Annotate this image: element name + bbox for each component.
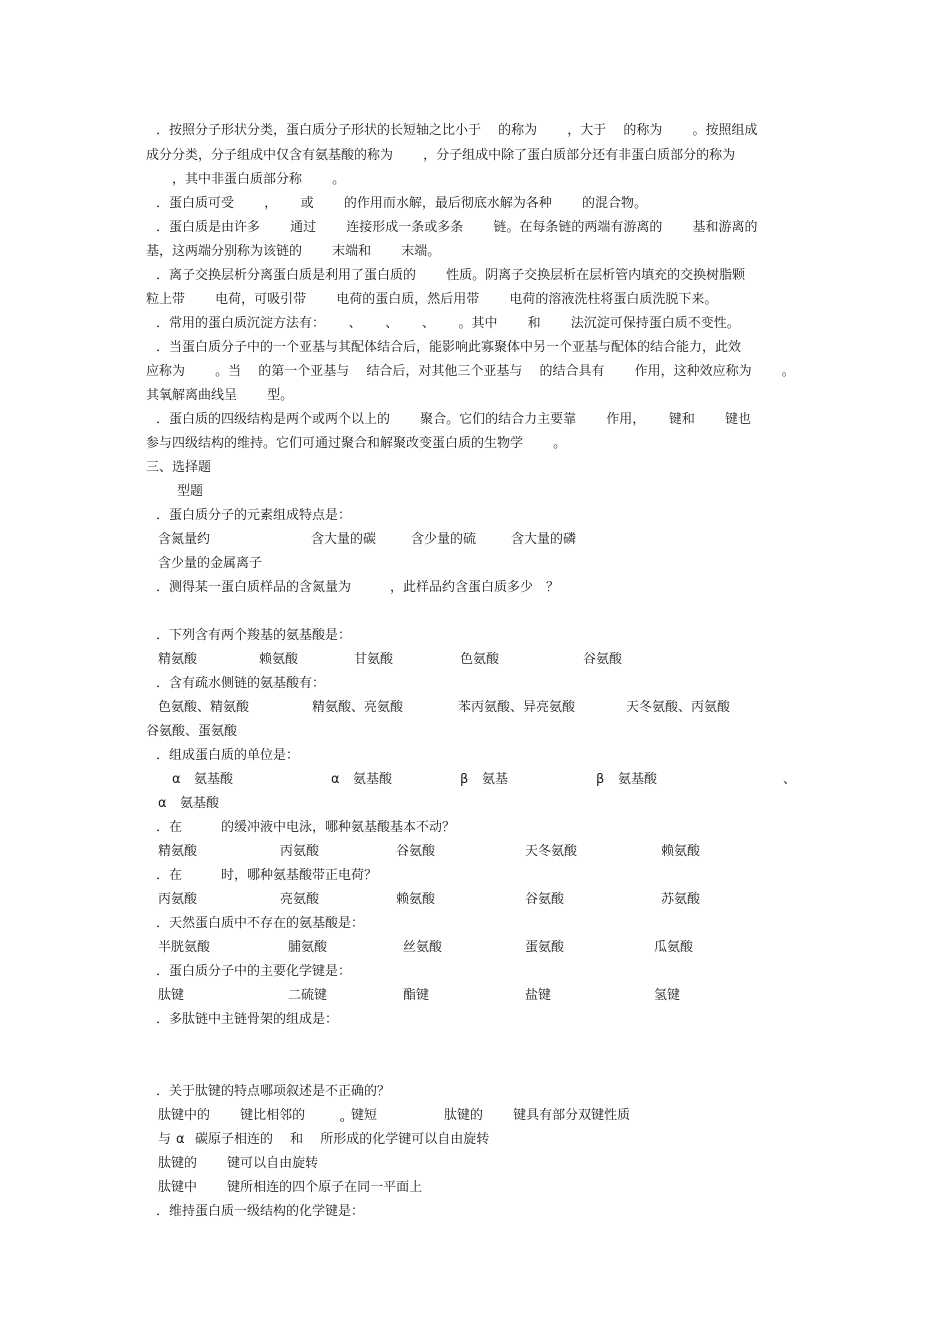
q1-line2: 成分分类，分子组成中仅含有氨基酸的称为 ，分子组成中除了蛋白质部分还有非蛋白质部分的称为 (146, 148, 736, 163)
c5-separator: 、 (783, 772, 797, 787)
c12-question: ．维持蛋白质一级结构的化学键是： (156, 1204, 365, 1219)
c3-option-d: 色氨酸 (460, 652, 500, 667)
c7-option-b: 亮氨酸 (280, 892, 320, 907)
c6-question: ．在 的缓冲液中电泳，哪种氨基酸基本不动？ (156, 820, 456, 835)
q4-line2: 粒上带 电荷，可吸引带 电荷的蛋白质，然后用带 电荷的溶液洗柱将蛋白质洗脱下来。 (146, 292, 718, 307)
q7-line1: ．蛋白质的四级结构是两个或两个以上的 聚合。它们的结合力主要靠 作用， 键和 键也 (156, 412, 752, 427)
q3-line1: ．蛋白质是由许多 通过 连接形成一条或多条 链。在每条链的两端有游离的 基和游离的 (156, 220, 758, 235)
c7-question: ．在 时，哪种氨基酸带正电荷？ (156, 868, 378, 883)
c5-greek-c: β (460, 772, 469, 787)
c8-option-c: 丝氨酸 (403, 940, 443, 955)
c5-greek-a: α (172, 772, 181, 787)
c6-option-b: 丙氨酸 (280, 844, 320, 859)
c1-option-b: 含大量的碳 (311, 532, 377, 547)
c4-option-e: 谷氨酸、蛋氨酸 (146, 724, 238, 739)
c8-option-e: 瓜氨酸 (654, 940, 694, 955)
c1-option-a: 含氮量约 (158, 532, 211, 547)
c1-option-c: 含少量的硫 (411, 532, 477, 547)
c4-option-c: 苯丙氨酸、异亮氨酸 (458, 700, 576, 715)
c6-option-a: 精氨酸 (158, 844, 198, 859)
c3-option-c: 甘氨酸 (354, 652, 394, 667)
c7-option-c: 赖氨酸 (396, 892, 436, 907)
c11-option-e: 肽键中 键所相连的四个原子在同一平面上 (158, 1180, 423, 1195)
c3-option-b: 赖氨酸 (259, 652, 299, 667)
c6-option-d: 天冬氨酸 (525, 844, 578, 859)
c11-option-d: 肽键的 键可以自由旋转 (158, 1156, 319, 1171)
c8-option-b: 脯氨酸 (288, 940, 328, 955)
c1-option-e: 含少量的金属离子 (158, 556, 263, 571)
c3-question: ．下列含有两个羧基的氨基酸是： (156, 628, 352, 643)
c11-option-b: 肽键的 键具有部分双键性质 (444, 1108, 631, 1123)
c11-option-a-tail: 键短 (351, 1108, 378, 1123)
c7-option-d: 谷氨酸 (525, 892, 565, 907)
q5-text: ．常用的蛋白质沉淀方法有： 、 、 、 。其中 和 法沉淀可保持蛋白质不变性。 (156, 316, 740, 331)
c4-option-d: 天冬氨酸、丙氨酸 (626, 700, 731, 715)
c11-question: ．关于肽键的特点哪项叙述是不正确的？ (156, 1084, 391, 1099)
c8-question: ．天然蛋白质中不存在的氨基酸是： (156, 916, 365, 931)
c9-option-e: 氢键 (654, 988, 681, 1003)
c9-option-c: 酯键 (403, 988, 430, 1003)
c5-option-d: 氨基酸 (618, 772, 658, 787)
q3-line2: 基，这两端分别称为该链的 末端和 末端。 (146, 244, 441, 259)
c9-option-d: 盐键 (525, 988, 552, 1003)
q1-line3: ，其中非蛋白质部分称 。 (172, 172, 346, 187)
q6-line3: 其氧解离曲线呈 型。 (146, 388, 294, 403)
q2-text: ．蛋白质可受 ， 或 的作用而水解，最后彻底水解为各种 的混合物。 (156, 196, 648, 211)
c9-option-a: 肽键 (158, 988, 185, 1003)
type-label: 型题 (177, 484, 204, 499)
c5-greek-e: α (158, 796, 167, 811)
c3-option-a: 精氨酸 (158, 652, 198, 667)
c5-option-b: 氨基酸 (353, 772, 393, 787)
c1-question: ．蛋白质分子的元素组成特点是： (156, 508, 352, 523)
q4-line1: ．离子交换层析分离蛋白质是利用了蛋白质的 性质。阴离子交换层析在层析管内填充的交换树脂颗 (156, 268, 746, 283)
c5-question: ．组成蛋白质的单位是： (156, 748, 300, 763)
c7-option-e: 苏氨酸 (661, 892, 701, 907)
q6-line1: ．当蛋白质分子中的一个亚基与其配体结合后，能影响此寡聚体中另一个亚基与配体的结合能力，此效 (156, 340, 742, 355)
c1-option-d: 含大量的磷 (511, 532, 577, 547)
section-title: 三、选择题 (146, 460, 212, 475)
q6-line2: 应称为 。当 的第一个亚基与 结合后，对其他三个亚基与 的结合具有 作用，这种效应称为 。 (146, 364, 795, 379)
c9-question: ．蛋白质分子中的主要化学键是： (156, 964, 352, 979)
c5-greek-b: α (331, 772, 340, 787)
c5-option-a: 氨基酸 (194, 772, 234, 787)
c5-option-e: 氨基酸 (180, 796, 220, 811)
c7-option-a: 丙氨酸 (158, 892, 198, 907)
c4-option-b: 精氨酸、亮氨酸 (312, 700, 404, 715)
c8-option-a: 半胱氨酸 (158, 940, 211, 955)
c4-option-a: 色氨酸、精氨酸 (158, 700, 250, 715)
c9-option-b: 二硫键 (288, 988, 328, 1003)
c2-question: ．测得某一蛋白质样品的含氮量为 ，此样品约含蛋白质多少 ？ (156, 580, 560, 595)
c5-option-c: 氨基 (482, 772, 509, 787)
c11-option-a-subscript: o (340, 1116, 345, 1124)
c6-option-c: 谷氨酸 (396, 844, 436, 859)
c8-option-d: 蛋氨酸 (525, 940, 565, 955)
c3-option-e: 谷氨酸 (583, 652, 623, 667)
c6-option-e: 赖氨酸 (661, 844, 701, 859)
c4-question: ．含有疏水侧链的氨基酸有： (156, 676, 326, 691)
q7-line2: 参与四级结构的维持。它们可通过聚合和解聚改变蛋白质的生物学 。 (146, 436, 567, 451)
c11-option-c-greek: α (176, 1132, 185, 1147)
c11-option-c: 碳原子相连的 和 所形成的化学键可以自由旋转 (195, 1132, 490, 1147)
c10-question: ．多肽链中主链骨架的组成是： (156, 1012, 339, 1027)
c5-greek-d: β (596, 772, 605, 787)
q1-line1: ．按照分子形状分类，蛋白质分子形状的长短轴之比小于 的称为 ，大于 的称为 。按照组成 (156, 123, 758, 138)
c11-option-a: 肽键中的 键比相邻的 (158, 1108, 306, 1123)
c11-option-c-prefix: 与 (158, 1132, 172, 1147)
